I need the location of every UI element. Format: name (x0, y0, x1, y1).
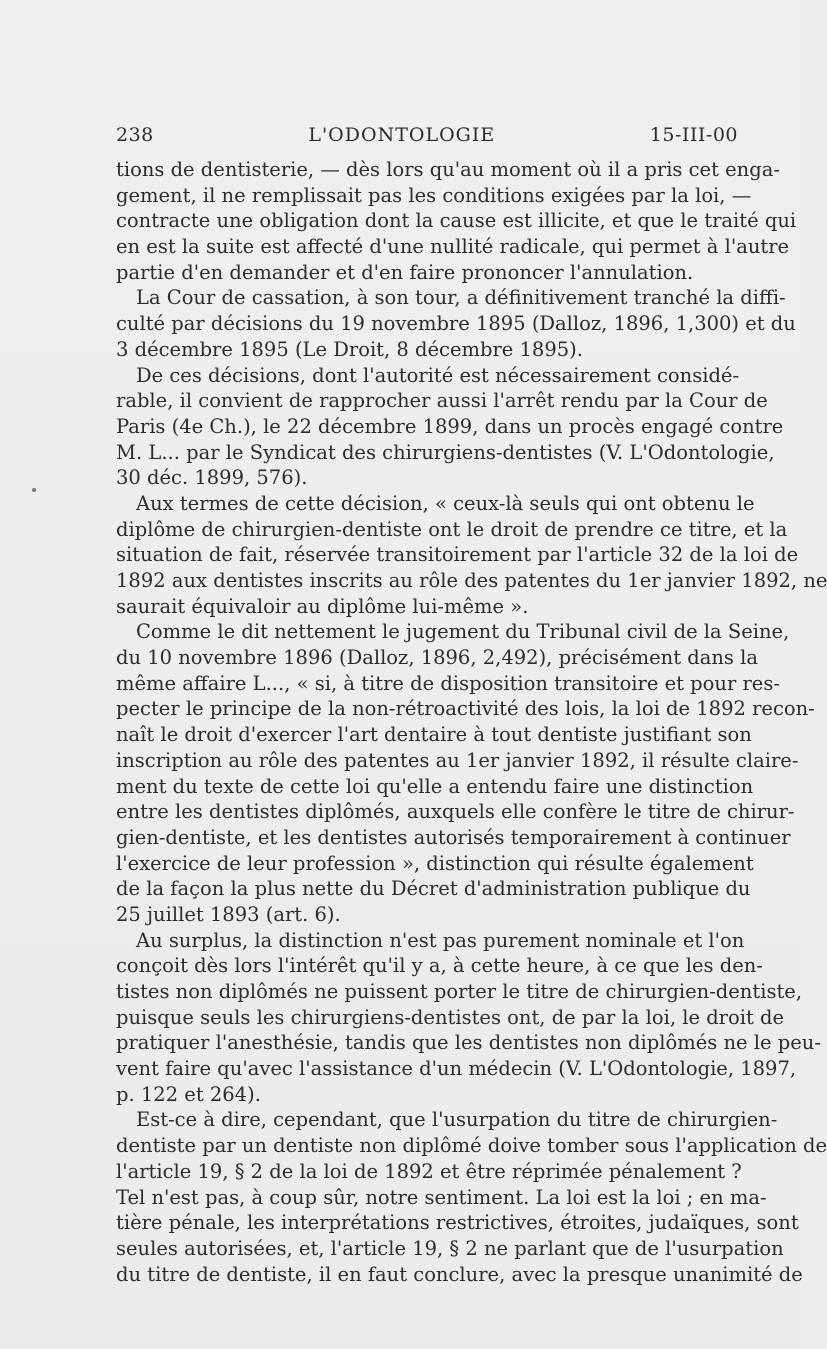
text-line: partie d'en demander et d'en faire prononcer l'annulation. (116, 260, 694, 284)
text-line: Paris (4e Ch.), le 22 décembre 1899, dans un procès engagé contre (116, 414, 784, 438)
text-line: 25 juillet 1893 (art. 6). (116, 902, 341, 926)
text-line: situation de fait, réservée transitoirement par l'article 32 de la loi de (116, 543, 799, 567)
text-line: gement, il ne remplissait pas les conditions exigées par la loi, — (116, 183, 752, 207)
text-line: Aux termes de cette décision, « ceux-là seuls qui ont obtenu le (136, 491, 755, 515)
text-line: p. 122 et 264). (116, 1082, 261, 1106)
text-line: naît le droit d'exercer l'art dentaire à tout dentiste justifiant son (116, 723, 752, 747)
text-line: l'exercice de leur profession », distinction qui résulte également (116, 851, 754, 875)
text-line: seules autorisées, et, l'article 19, § 2 ne parlant que de l'usurpation (116, 1236, 784, 1260)
text-line: inscription au rôle des patentes au 1er janvier 1892, il résulte claire- (116, 748, 799, 772)
issue-date: 15-III-00 (649, 124, 738, 146)
text-line: gien-dentiste, et les dentistes autorisés temporairement à continuer (116, 825, 791, 849)
text-line: 1892 aux dentistes inscrits au rôle des patentes du 1er janvier 1892, ne (116, 569, 827, 592)
text-line: 3 décembre 1895 (Le Droit, 8 décembre 1895). (116, 337, 583, 361)
text-line: puisque seuls les chirurgiens-dentistes ont, de par la loi, le droit de (116, 1005, 785, 1029)
text-line: du 10 novembre 1896 (Dalloz, 1896, 2,492), précisément dans la (116, 646, 758, 670)
text-line: tions de dentisterie, — dès lors qu'au moment où il a pris cet enga- (116, 158, 780, 181)
text-line: du titre de dentiste, il en faut conclure, avec la presque unanimité de (116, 1262, 803, 1286)
journal-title: L'ODONTOLOGIE (308, 124, 496, 146)
margin-mark (32, 488, 36, 492)
text-line: dentiste par un dentiste non diplômé doive tomber sous l'application de (116, 1134, 827, 1158)
text-line: M. L... par le Syndicat des chirurgiens-dentistes (V. L'Odontologie, (116, 440, 775, 464)
text-line: diplôme de chirurgien-dentiste ont le droit de prendre ce titre, et la (116, 517, 788, 541)
text-line: 30 déc. 1899, 576). (116, 466, 308, 490)
text-line: en est la suite est affecté d'une nullité radicale, qui permet à l'autre (116, 235, 790, 259)
text-line: vent faire qu'avec l'assistance d'un médecin (V. L'Odontologie, 1897, (116, 1057, 797, 1081)
text-line: Au surplus, la distinction n'est pas purement nominale et l'on (136, 928, 745, 952)
text-line: conçoit dès lors l'intérêt qu'il y a, à cette heure, à ce que les den- (116, 954, 763, 978)
text-line: Est-ce à dire, cependant, que l'usurpation du titre de chirurgien- (136, 1108, 778, 1132)
body-text (116, 157, 827, 1287)
text-line: pecter le principe de la non-rétroactivité des lois, la loi de 1892 recon- (116, 697, 815, 721)
text-line: culté par décisions du 19 novembre 1895 (Dalloz, 1896, 1,300) et du (116, 312, 796, 336)
text-line: contracte une obligation dont la cause est illicite, et que le traité qui (116, 209, 797, 233)
text-line: même affaire L..., « si, à titre de disposition transitoire et pour res- (116, 671, 780, 695)
text-line: saurait équivaloir au diplôme lui-même ». (116, 594, 529, 618)
text-line: Tel n'est pas, à coup sûr, notre sentiment. La loi est la loi ; en ma- (116, 1185, 767, 1209)
text-line: tistes non diplômés ne puissent porter le titre de chirurgien-dentiste, (116, 980, 803, 1003)
text-line: de la façon la plus nette du Décret d'administration publique du (116, 877, 751, 901)
text-line: De ces décisions, dont l'autorité est nécessairement considé- (136, 363, 740, 387)
text-line: Comme le dit nettement le jugement du Tribunal civil de la Seine, (136, 620, 790, 644)
text-line: La Cour de cassation, à son tour, a définitivement tranché la diffi- (136, 286, 786, 310)
text-line: ment du texte de cette loi qu'elle a entendu faire une distinction (116, 774, 754, 798)
text-line: tière pénale, les interprétations restrictives, étroites, judaïques, sont (116, 1211, 799, 1235)
text-line: entre les dentistes diplômés, auxquels elle confère le titre de chirur- (116, 800, 795, 824)
page-header (116, 124, 738, 154)
text-line: l'article 19, § 2 de la loi de 1892 et être réprimée pénalement ? (116, 1159, 742, 1183)
text-line: pratiquer l'anesthésie, tandis que les dentistes non diplômés ne le peu- (116, 1031, 821, 1055)
page-number: 238 (116, 124, 154, 146)
text-line: rable, il convient de rapprocher aussi l'arrêt rendu par la Cour de (116, 389, 768, 413)
